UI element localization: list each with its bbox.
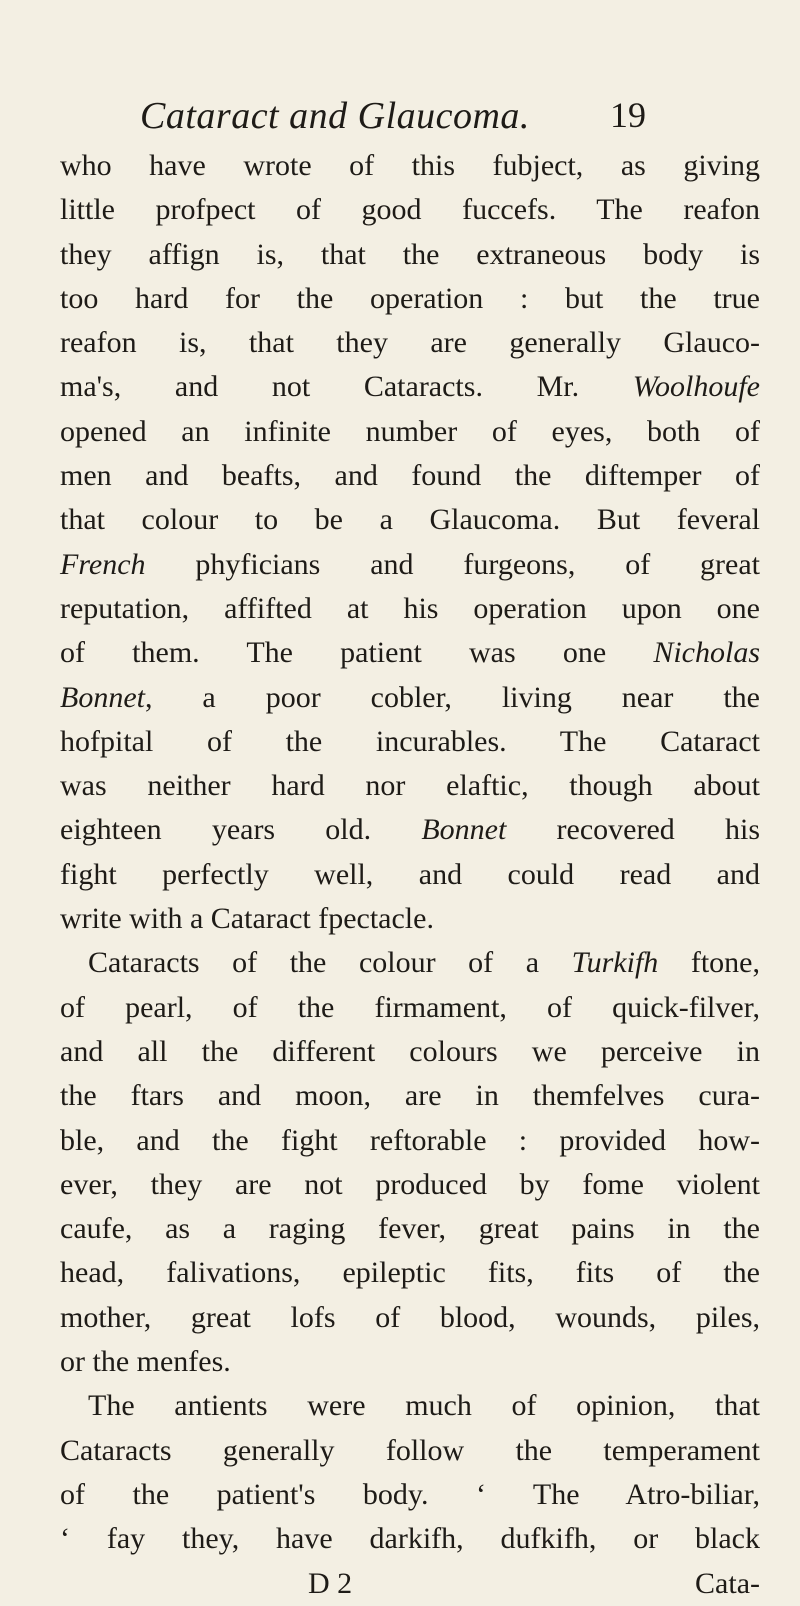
- text-line: reputation, affifted at his operation upon one: [60, 591, 760, 625]
- page-header: [140, 94, 660, 144]
- signature-mark: D 2: [308, 1566, 353, 1600]
- text-line: head, falivations, epileptic fits, fits of the: [60, 1256, 760, 1290]
- text-line: men and beafts, and found the diftemper of: [60, 459, 760, 493]
- text-line: the ftars and moon, are in themfelves cura-: [60, 1079, 760, 1113]
- text-line: of the patient's body. ‘ The Atro-biliar,: [60, 1477, 760, 1511]
- running-title: Cataract and Glaucoma.: [140, 95, 530, 137]
- text-line: too hard for the operation : but the true: [60, 281, 760, 315]
- text-line: Cataracts of the colour of a Turkifh ftone,: [88, 946, 761, 980]
- text-line: ble, and the fight reftorable : provided how-: [60, 1123, 760, 1157]
- text-line: Bonnet, a poor cobler, living near the: [60, 680, 760, 714]
- text-line: of them. The patient was one Nicholas: [60, 636, 760, 670]
- text-line: mother, great lofs of blood, wounds, piles,: [60, 1300, 760, 1334]
- text-line: Cataracts generally follow the temperament: [60, 1433, 760, 1467]
- text-line: little profpect of good fuccefs. The reafon: [60, 193, 760, 227]
- text-line: French phyficians and furgeons, of great: [60, 547, 760, 581]
- text-line: or the menfes.: [60, 1345, 231, 1379]
- text-line: ever, they are not produced by fome violent: [60, 1167, 760, 1201]
- text-line: The antients were much of opinion, that: [88, 1389, 760, 1423]
- text-line: and all the different colours we perceive in: [60, 1034, 760, 1068]
- text-line: fight perfectly well, and could read and: [60, 857, 760, 891]
- text-line: hofpital of the incurables. The Cataract: [60, 724, 760, 758]
- text-line: write with a Cataract fpectacle.: [60, 902, 434, 936]
- text-line: opened an infinite number of eyes, both of: [60, 414, 760, 448]
- catchword: Cata-: [695, 1566, 760, 1600]
- text-line: ‘ fay they, have darkifh, dufkifh, or black: [60, 1522, 760, 1556]
- page-number: 19: [610, 95, 646, 135]
- text-line: who have wrote of this fubject, as giving: [60, 149, 760, 182]
- text-line: eighteen years old. Bonnet recovered his: [60, 813, 760, 847]
- body-text: [60, 144, 760, 1606]
- text-line: of pearl, of the firmament, of quick-filver,: [60, 990, 760, 1024]
- text-line: reafon is, that they are generally Glauco-: [60, 326, 760, 360]
- text-line: they affign is, that the extraneous body is: [60, 237, 760, 271]
- text-line: ma's, and not Cataracts. Mr. Woolhoufe: [60, 370, 760, 404]
- text-line: was neither hard nor elaftic, though about: [60, 769, 760, 803]
- text-line: caufe, as a raging fever, great pains in the: [60, 1212, 760, 1246]
- page-footer: [60, 1562, 760, 1606]
- text-line: that colour to be a Glaucoma. But feveral: [60, 503, 760, 537]
